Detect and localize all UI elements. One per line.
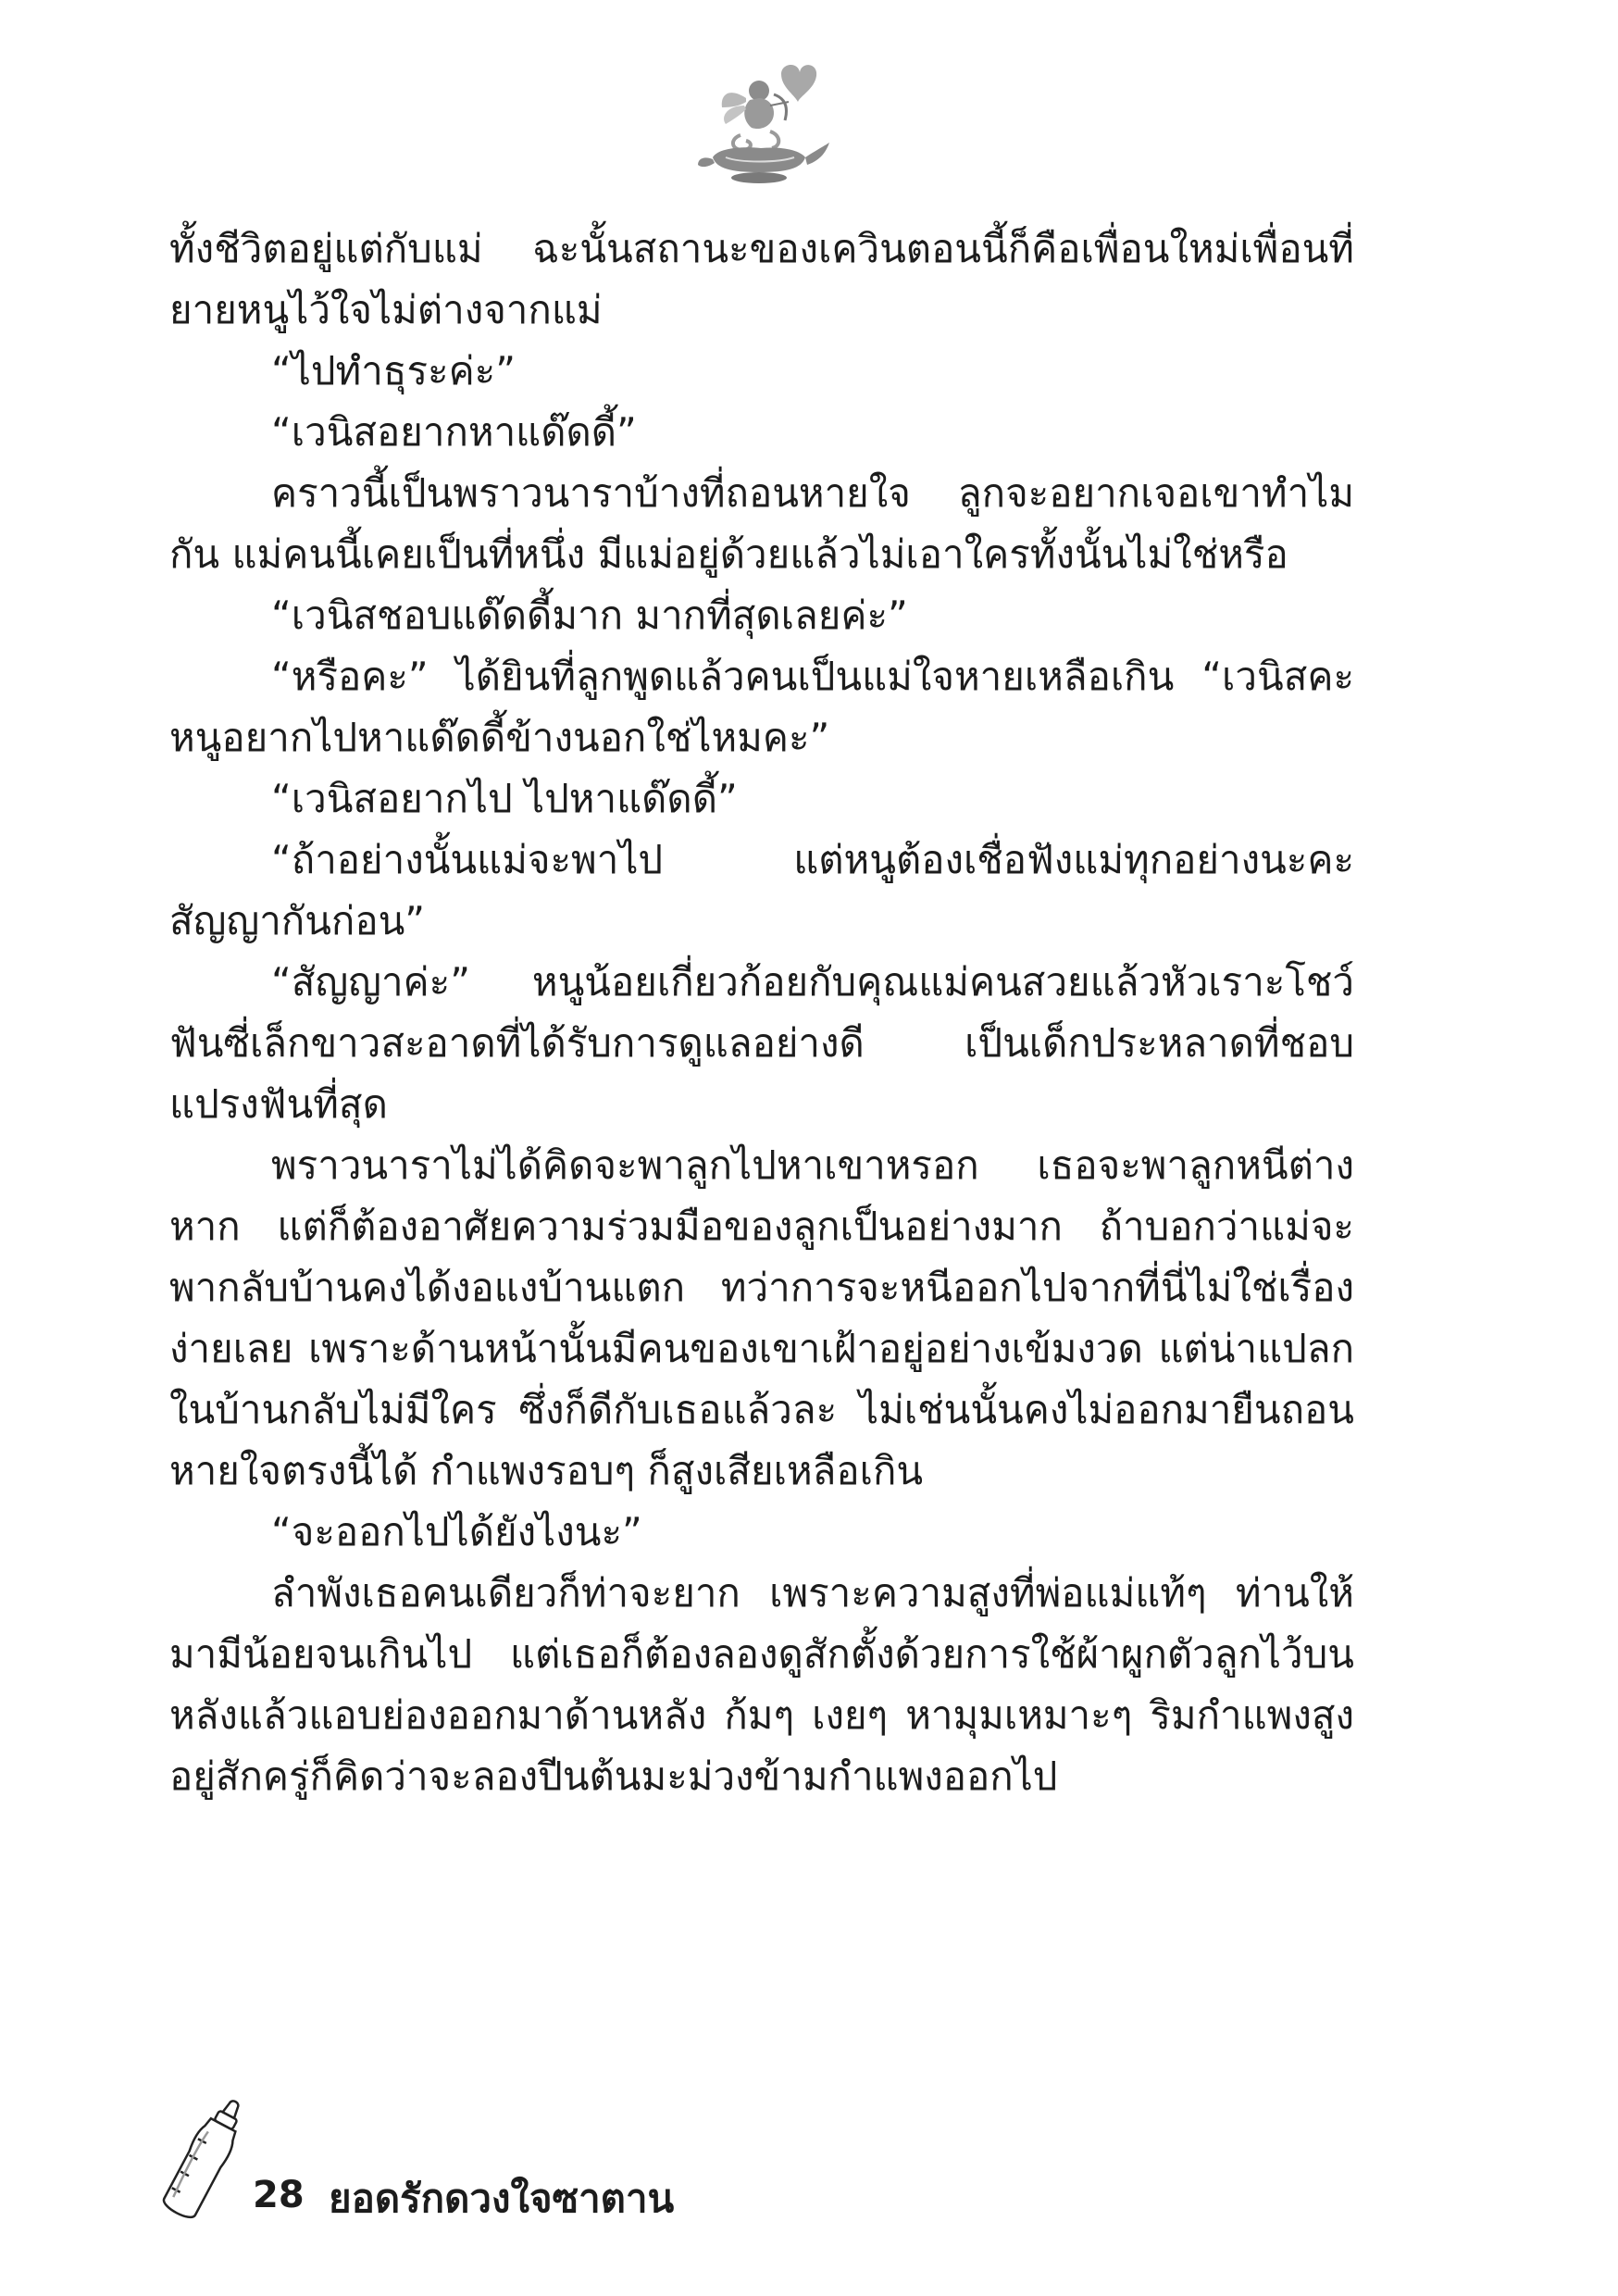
body-text: [169, 218, 1354, 1807]
paragraph: ลำพังเธอคนเดียวก็ท่าจะยาก เพราะความสูงที่พ่อแม่แท้ๆ ท่านให้มามีน้อยจนเกินไป แต่เธอก็ต้องลองดูสักตั้งด้วยการใช้ผ้าผูกตัวลูกไว้บนหลังแล้วแอบย่องออกมาด้านหลัง ก้มๆ เงยๆ หามุมเหมาะๆ ริมกำแพงสูงอยู่สักครู่ก็คิดว่าจะลองปีนต้นมะม่วงข้ามกำแพงออกไป: [169, 1570, 1354, 1799]
paragraph: “เวนิสอยากไป ไปหาแด๊ดดี้”: [271, 776, 738, 821]
paragraph: “หรือคะ” ได้ยินที่ลูกพูดแล้วคนเป็นแม่ใจหายเหลือเกิน “เวนิสคะ หนูอยากไปหาแด๊ดดี้ข้างนอกใช่ไหมคะ”: [169, 654, 1354, 760]
page-footer: [162, 2092, 902, 2231]
paragraph: “จะออกไปได้ยังไงนะ”: [271, 1509, 642, 1554]
book-title: ยอดรักดวงใจซาตาน: [329, 2176, 675, 2221]
page-number: 28: [253, 2174, 305, 2216]
paragraph: คราวนี้เป็นพราวนาราบ้างที่ถอนหายใจ ลูกจะอยากเจอเขาทำไมกัน แม่คนนี้เคยเป็นที่หนึ่ง มีแม่อยู่ด้วยแล้วไม่เอาใครทั้งนั้นไม่ใช่หรือ: [169, 470, 1354, 577]
paragraph: “เวนิสอยากหาแด๊ดดี้”: [271, 409, 637, 455]
paragraph: “ไปทำธุระค่ะ”: [271, 348, 516, 393]
paragraph: ทั้งชีวิตอยู่แต่กับแม่ ฉะนั้นสถานะของเควินตอนนี้ก็คือเพื่อนใหม่เพื่อนที่ยายหนูไว้ใจไม่ต่างจากแม่: [169, 226, 1354, 332]
paragraph: “เวนิสชอบแด๊ดดี้มาก มากที่สุดเลยค่ะ”: [271, 593, 908, 638]
cupid-teapot-ornament-icon: [685, 54, 833, 193]
paragraph: “สัญญาค่ะ” หนูน้อยเกี่ยวก้อยกับคุณแม่คนสวยแล้วหัวเราะโชว์ฟันซี่เล็กขาวสะอาดที่ได้รับการดูแลอย่างดี เป็นเด็กประหลาดที่ชอบแปรงฟันที่สุด: [169, 959, 1354, 1127]
paragraph: พราวนาราไม่ได้คิดจะพาลูกไปหาเขาหรอก เธอจะพาลูกหนีต่างหาก แต่ก็ต้องอาศัยความร่วมมือของลูกเป็นอย่างมาก ถ้าบอกว่าแม่จะพากลับบ้านคงได้งอแงบ้านแตก ทว่าการจะหนีออกไปจากที่นี่ไม่ใช่เรื่องง่ายเลย เพราะด้านหน้านั้นมีคนของเขาเฝ้าอยู่อย่างเข้มงวด แต่น่าแปลกในบ้านกลับไม่มีใคร ซึ่งก็ดีกับเธอแล้วละ ไม่เช่นนั้นคงไม่ออกมายืนถอนหายใจตรงนี้ได้ กำแพงรอบๆ ก็สูงเสียเหลือเกิน: [169, 1142, 1354, 1493]
paragraph: “ถ้าอย่างนั้นแม่จะพาไป แต่หนูต้องเชื่อฟังแม่ทุกอย่างนะคะ สัญญากันก่อน”: [169, 837, 1354, 943]
baby-bottle-icon: [162, 2092, 245, 2231]
